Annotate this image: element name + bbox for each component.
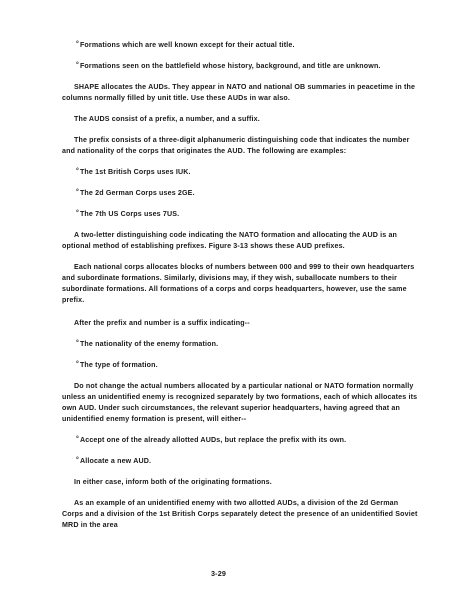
body-paragraph: A two-letter distinguishing code indicating the NATO formation and allocating the AUD is an optional method of establishing prefixes. Figure 3-13 shows these AUD prefixes. [62,231,398,250]
body-paragraph: As an example of an unidentified enemy with two allotted AUDs, a division of the 2d German Corps and a division of the 1st British Corps separately detect the presence of an unidentified Soviet MRD in the area [62,499,418,529]
body-paragraph: Each national corps allocates blocks of numbers between 000 and 999 to their own headquarters and subordinate formations. Similarly, divisions may, if they wish, suballocate numbers to their subordinate formations. All formations of a corps and corps headquarters, however, use the same prefix. [62,263,415,304]
body-paragraph: The AUDS consist of a prefix, a number, and a suffix. [74,115,260,123]
bullet-item: ° The 7th US Corps uses 7US. [72,209,421,220]
bullet-item: ° Formations seen on the battlefield whose history, background, and title are unknown. [72,61,421,72]
bullet-item: ° The 2d German Corps uses 2GE. [72,188,421,199]
page-number: 3-29 [211,569,226,578]
body-paragraph: In either case, inform both of the originating formations. [74,478,272,486]
bullet-item: ° Allocate a new AUD. [72,456,421,467]
body-paragraph: Do not change the actual numbers allocated by a particular national or NATO formation normally unless an unidentified enemy is recognized separately by two formations, each of which allocates its own AUD. Under such circumstances, the relevant superior headquarters, having agreed that an unidentified enemy formation is present, will either-- [62,382,418,423]
bullet-item: ° The type of formation. [72,360,421,371]
body-paragraph: SHAPE allocates the AUDs. They appear in NATO and national OB summaries in peacetime in the columns normally filled by unit title. Use these AUDs in war also. [62,83,416,102]
body-paragraph: After the prefix and number is a suffix indicating-- [74,319,250,327]
bullet-item: ° The 1st British Corps uses IUK. [72,167,421,178]
bullet-item: ° Formations which are well known except for their actual title. [72,40,421,51]
body-paragraph: The prefix consists of a three-digit alphanumeric distinguishing code that indicates the number and nationality of the corps that originates the AUD. The following are examples: [62,136,410,155]
bullet-item: ° The nationality of the enemy formation. [72,339,421,350]
bullet-item: ° Accept one of the already allotted AUDs, but replace the prefix with its own. [72,435,421,446]
